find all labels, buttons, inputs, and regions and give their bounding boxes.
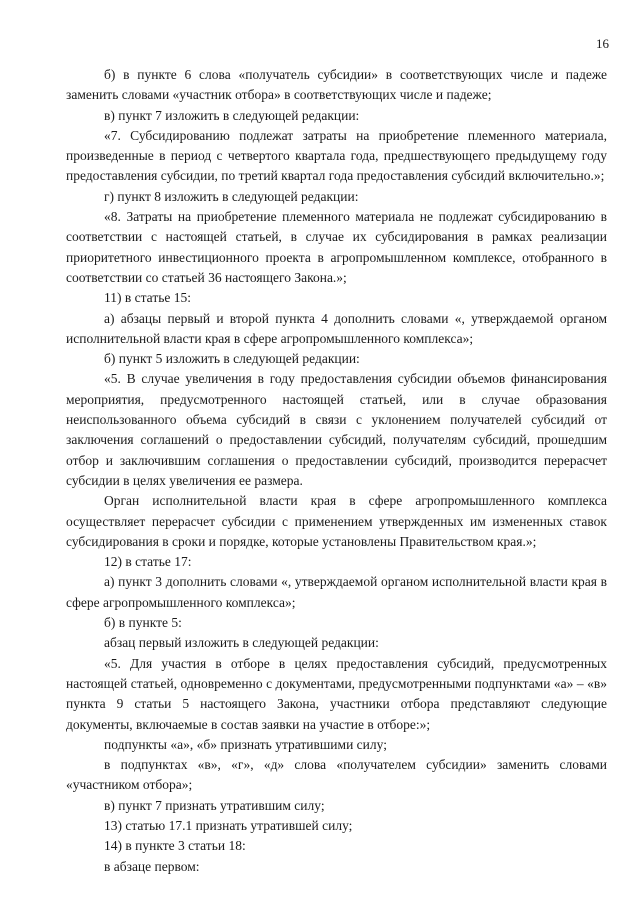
paragraph: 12) в статье 17:: [104, 554, 192, 570]
paragraph: «8. Затраты на приобретение племенного материала не подлежат субсидированию в соответствии с настоящей статьей, в случае их субсидирования в рамках реализации приоритетного инвестиционного проекта в агропромышленном комплексе, отобранного в соответствии со статьей 36 настоящего Закона.»;: [66, 209, 607, 285]
paragraph: в абзаце первом:: [104, 858, 200, 874]
paragraph: 11) в статье 15:: [104, 290, 191, 306]
paragraph: Орган исполнительной власти края в сфере агропромышленного комплекса осуществляет перерасчет субсидии с применением утвержденных им измененных ставок субсидирования в сроки и порядке, которые установлены Правительством края.»;: [66, 493, 607, 549]
paragraph: подпункты «а», «б» признать утратившими силу;: [104, 736, 387, 752]
paragraph: а) абзацы первый и второй пункта 4 дополнить словами «, утверждаемой органом исполнительной власти края в сфере агропромышленного комплекса»;: [66, 310, 607, 346]
paragraph: в подпунктах «в», «г», «д» слова «получателем субсидии» заменить словами «участником отбора»;: [66, 757, 607, 793]
paragraph: «7. Субсидированию подлежат затраты на приобретение племенного материала, произведенные в период с четвертого квартала года, предшествующего предыдущему году предоставления субсидии, по третий квартал года предоставления субсидий включительно.»;: [66, 127, 607, 184]
paragraph: в) пункт 7 изложить в следующей редакции:: [104, 107, 360, 123]
paragraph: «5. Для участия в отборе в целях предоставления субсидий, предусмотренных настоящей статьей, одновременно с документами, предусмотренными подпунктами «а» – «в» пункта 9 статьи 5 настоящего Закона, участники отбора представляют следующие документы, включаемые в состав заявки на участие в отборе:»;: [66, 655, 607, 732]
paragraph: 14) в пункте 3 статьи 18:: [104, 838, 246, 854]
paragraph: 13) статью 17.1 признать утратившей силу;: [104, 817, 353, 833]
paragraph: б) в пункте 5:: [104, 615, 182, 631]
paragraph: б) пункт 5 изложить в следующей редакции:: [104, 351, 360, 367]
paragraph: а) пункт 3 дополнить словами «, утверждаемой органом исполнительной власти края в сфере агропромышленного комплекса»;: [66, 574, 607, 610]
paragraph: г) пункт 8 изложить в следующей редакции:: [104, 188, 359, 204]
paragraph: в) пункт 7 признать утратившим силу;: [104, 797, 325, 813]
paragraph: «5. В случае увеличения в году предоставления субсидии объемов финансирования мероприятия, предусмотренного настоящей статьей, или в случае образования неиспользованного объема субсидий в связи с уклонением получателей субсидий от заключения соглашений о предоставлении субсидий, получателям субсидий, прошедшим отбор и заключившим соглашения о предоставлении субсидий, производится перерасчет субсидии в целях увеличения ее размера.: [66, 371, 607, 488]
paragraph: б) в пункте 6 слова «получатель субсидии» в соответствующих числе и падеже заменить словами «участник отбора» в соответствующих числе и падеже;: [66, 67, 607, 103]
page-number: 16: [596, 36, 609, 51]
paragraph: абзац первый изложить в следующей редакции:: [104, 635, 379, 651]
document-body: [66, 65, 607, 877]
